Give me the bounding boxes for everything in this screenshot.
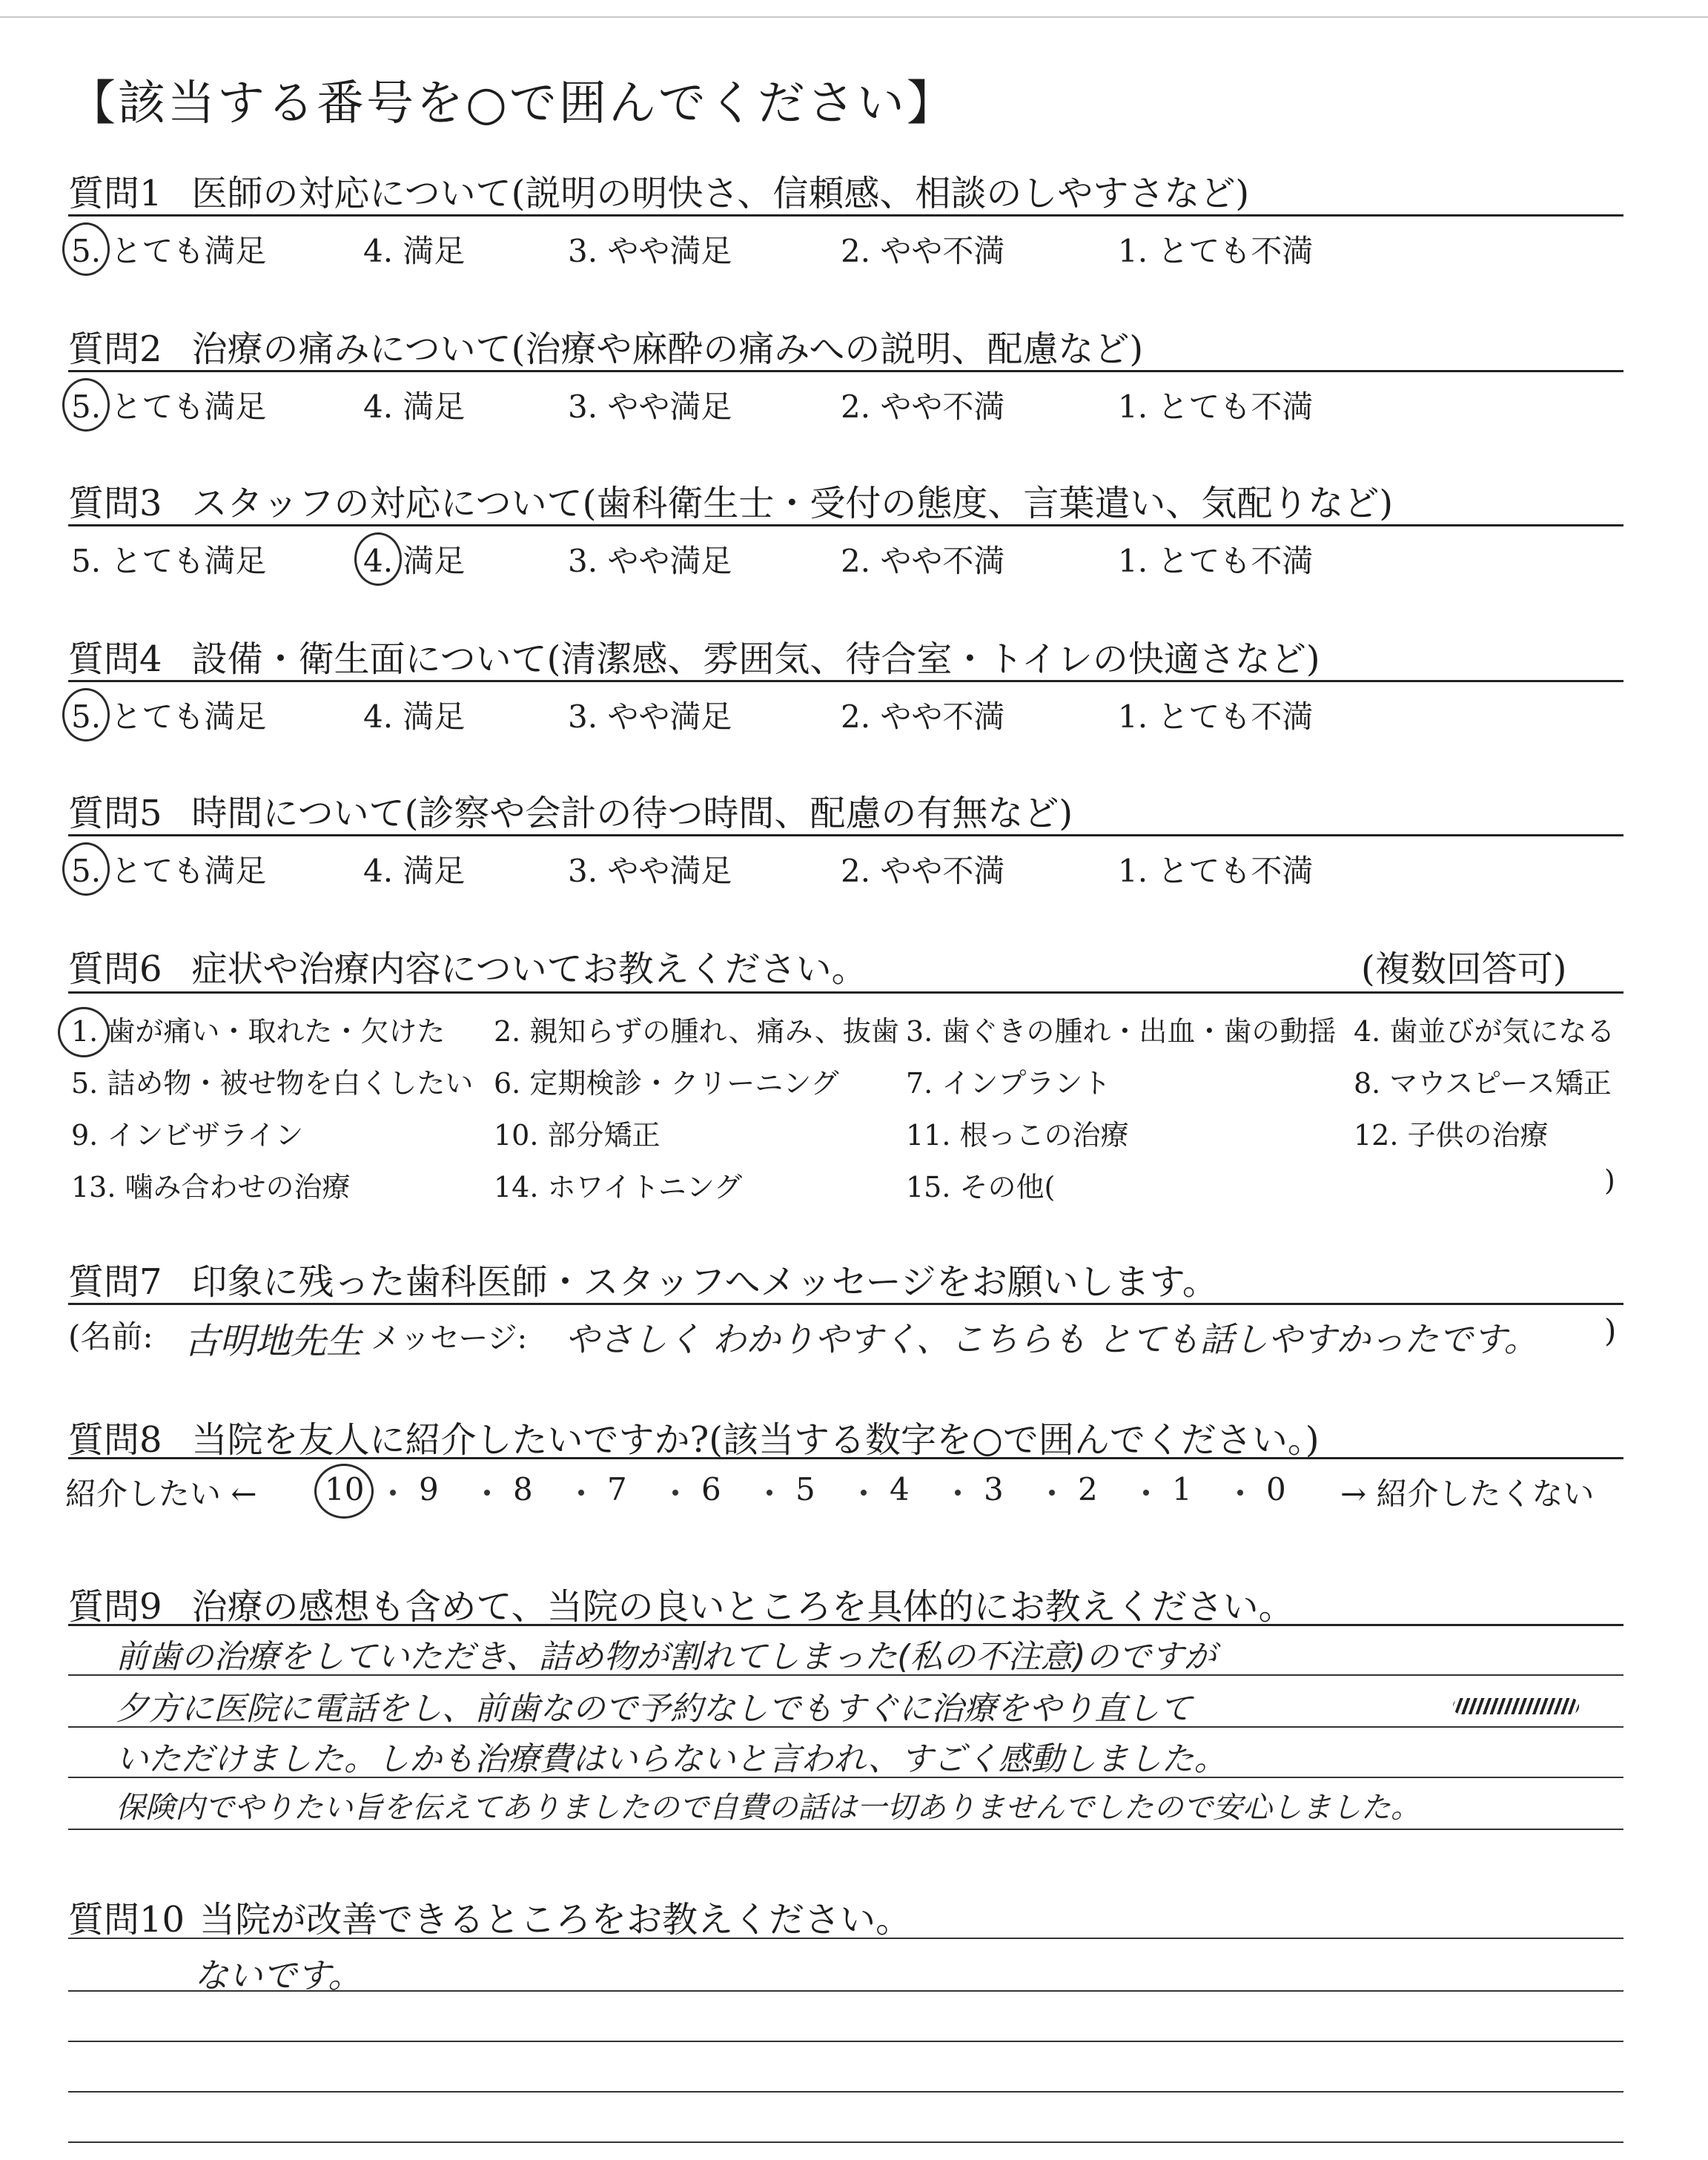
q4-rule — [68, 680, 1623, 682]
q9-answer-line: いただけました。しかも治療費はいらないと言われ、すごく感動しました。 — [116, 1740, 1227, 1778]
q4-label: 質問4 — [68, 638, 162, 680]
q5-header — [68, 785, 1073, 836]
q6-other-close-paren: ) — [1604, 1164, 1615, 1197]
q9-line — [68, 1674, 1623, 1676]
q8-number[interactable]: 6 — [701, 1471, 721, 1507]
q4-option[interactable]: 4. 満足 — [363, 698, 466, 735]
q3-text: スタッフの対応について(歯科衛生士・受付の態度、言葉遣い、気配りなど) — [191, 483, 1394, 524]
q6-header — [68, 940, 867, 991]
q8-separator-dot — [390, 1490, 396, 1496]
q10-line — [68, 2091, 1623, 2093]
q7-message-prefix: メッセージ: — [371, 1321, 528, 1355]
q2-text: 治療の痛みについて(治療や麻酔の痛みへの説明、配慮など) — [191, 328, 1144, 370]
q5-option[interactable]: 3. やや満足 — [568, 853, 732, 889]
q8-left-label: 紹介したい ← — [65, 1476, 257, 1512]
q3-option[interactable]: 2. やや不満 — [841, 543, 1005, 579]
q8-right-label: → 紹介したくない — [1340, 1476, 1595, 1512]
q1-selected-circle — [62, 222, 110, 276]
q2-option[interactable]: 1. とても不満 — [1118, 389, 1314, 425]
q3-option[interactable]: 4. 満足 — [363, 543, 466, 579]
q1-rule — [68, 214, 1623, 217]
q2-header — [68, 320, 1143, 371]
q6-option[interactable]: 6. 定期検診・クリーニング — [494, 1067, 839, 1100]
page-title: 【該当する番号を○で囲んでください】 — [68, 76, 956, 131]
q7-header — [68, 1253, 1218, 1304]
q8-number[interactable]: 1 — [1172, 1471, 1192, 1507]
q1-label: 質問1 — [68, 173, 162, 214]
q10-answer: ないです。 — [194, 1955, 363, 1995]
q9-line — [68, 1777, 1623, 1778]
q6-option[interactable]: 7. インプラント — [906, 1067, 1111, 1100]
q2-option[interactable]: 2. やや不満 — [841, 389, 1005, 425]
q5-option[interactable]: 5. とても満足 — [71, 853, 267, 889]
q7-name-prefix: (名前: — [68, 1318, 153, 1355]
q4-selected-circle — [62, 688, 110, 742]
q3-option[interactable]: 1. とても不満 — [1118, 543, 1314, 579]
q8-separator-dot — [1143, 1490, 1149, 1496]
q7-text: 印象に残った歯科医師・スタッフへメッセージをお願いします。 — [191, 1261, 1218, 1303]
q9-header — [68, 1578, 1294, 1629]
q8-separator-dot — [767, 1490, 772, 1496]
q6-option[interactable]: 14. ホワイトニング — [494, 1171, 743, 1203]
q4-option[interactable]: 2. やや不満 — [841, 698, 1005, 735]
q10-rule — [68, 1938, 1623, 1939]
q8-number[interactable]: 0 — [1266, 1471, 1286, 1507]
q9-text: 治療の感想も含めて、当院の良いところを具体的にお教えください。 — [191, 1586, 1294, 1628]
q8-separator-dot — [672, 1490, 678, 1496]
q1-option[interactable]: 3. やや満足 — [568, 233, 732, 269]
q6-option[interactable]: 9. インビザライン — [71, 1119, 304, 1152]
q6-note: (複数回答可) — [1361, 948, 1567, 990]
q2-label: 質問2 — [68, 328, 162, 370]
q4-option[interactable]: 3. やや満足 — [568, 698, 732, 735]
q6-text: 症状や治療内容についてお教えください。 — [191, 948, 867, 990]
q8-text: 当院を友人に紹介したいですか?(該当する数字を○で囲んでください。) — [191, 1419, 1320, 1461]
q5-text: 時間について(診察や会計の待つ時間、配慮の有無など) — [191, 793, 1073, 834]
q6-option[interactable]: 12. 子供の治療 — [1354, 1119, 1549, 1152]
q8-separator-dot — [484, 1490, 490, 1496]
q5-option[interactable]: 4. 満足 — [363, 853, 466, 889]
q8-separator-dot — [955, 1490, 961, 1496]
q6-option[interactable]: 4. 歯並びが気になる — [1354, 1015, 1615, 1048]
q2-option[interactable]: 3. やや満足 — [568, 389, 732, 425]
q8-selected-circle — [314, 1464, 374, 1519]
q7-name-value: 古明地先生 — [184, 1321, 363, 1362]
q3-option[interactable]: 5. とても満足 — [71, 543, 267, 579]
q2-option[interactable]: 5. とても満足 — [71, 389, 267, 425]
q8-separator-dot — [578, 1490, 584, 1496]
q6-option[interactable]: 11. 根っこの治療 — [906, 1119, 1129, 1152]
q5-option[interactable]: 1. とても不満 — [1118, 853, 1314, 889]
q10-text: 当院が改善できるところをお教えください。 — [199, 1899, 912, 1941]
q2-rule — [68, 370, 1623, 372]
q8-header — [68, 1411, 1320, 1462]
q8-rule — [68, 1457, 1623, 1459]
q8-number[interactable]: 4 — [890, 1471, 910, 1507]
q8-separator-dot — [1237, 1490, 1243, 1496]
q10-label: 質問10 — [68, 1899, 185, 1941]
q9-answer-line: 保険内でやりたい旨を伝えてありましたので自費の話は一切ありませんでしたので安心しました。 — [116, 1791, 1420, 1825]
q7-message-value: やさしく わかりやすく、こちらも とても話しやすかったです。 — [565, 1319, 1538, 1359]
q8-number[interactable]: 9 — [419, 1471, 439, 1507]
q1-header — [68, 165, 1249, 216]
q2-selected-circle — [62, 378, 110, 432]
q3-option[interactable]: 3. やや満足 — [568, 543, 732, 579]
q8-number[interactable]: 10 — [325, 1471, 365, 1507]
q6-option[interactable]: 3. 歯ぐきの腫れ・出血・歯の動揺 — [906, 1015, 1337, 1048]
q6-rule — [68, 991, 1623, 994]
q4-option[interactable]: 1. とても不満 — [1118, 698, 1314, 735]
q8-label: 質問8 — [68, 1419, 162, 1461]
q6-label: 質問6 — [68, 948, 162, 990]
q5-option[interactable]: 2. やや不満 — [841, 853, 1005, 889]
q7-close-paren: ) — [1604, 1312, 1617, 1349]
q9-rule — [68, 1624, 1623, 1626]
q1-option[interactable]: 4. 満足 — [363, 233, 466, 269]
q4-text: 設備・衛生面について(清潔感、雰囲気、待合室・トイレの快適さなど) — [191, 638, 1320, 680]
q1-text: 医師の対応について(説明の明快さ、信頼感、相談のしやすさなど) — [191, 173, 1250, 214]
q4-option[interactable]: 5. とても満足 — [71, 698, 267, 735]
q9-scribble-mark — [1453, 1698, 1579, 1714]
q8-number[interactable]: 5 — [795, 1471, 815, 1507]
q3-label: 質問3 — [68, 483, 162, 524]
q9-line — [68, 1726, 1623, 1728]
q9-answer-line: 夕方に医院に電話をし、前歯なので予約なしでもすぐに治療をやり直して — [116, 1690, 1192, 1728]
q6-option[interactable]: 10. 部分矯正 — [494, 1119, 661, 1152]
q6-option[interactable]: 15. その他( — [906, 1171, 1056, 1203]
page-top-edge — [0, 16, 1708, 18]
q6-option[interactable]: 1. 歯が痛い・取れた・欠けた — [71, 1015, 446, 1048]
q6-option[interactable]: 5. 詰め物・被せ物を白くしたい — [71, 1067, 474, 1100]
q7-rule — [68, 1303, 1623, 1305]
q10-line — [68, 2141, 1623, 2143]
q3-header — [68, 475, 1393, 526]
q6-option[interactable]: 2. 親知らずの腫れ、痛み、抜歯 — [494, 1015, 899, 1048]
q6-selected-circle — [58, 1007, 110, 1057]
q8-separator-dot — [1049, 1490, 1055, 1496]
q2-option[interactable]: 4. 満足 — [363, 389, 466, 425]
q10-line — [68, 2041, 1623, 2042]
q1-option[interactable]: 1. とても不満 — [1118, 233, 1314, 269]
q3-rule — [68, 524, 1623, 526]
q8-number[interactable]: 2 — [1078, 1471, 1098, 1507]
q9-label: 質問9 — [68, 1586, 162, 1628]
q6-option[interactable]: 13. 噛み合わせの治療 — [71, 1171, 351, 1203]
q1-option[interactable]: 5. とても満足 — [71, 233, 267, 269]
q4-header — [68, 630, 1320, 681]
q5-rule — [68, 834, 1623, 836]
q5-selected-circle — [62, 842, 110, 896]
q7-label: 質問7 — [68, 1261, 162, 1303]
q3-selected-circle — [354, 532, 402, 586]
q1-option[interactable]: 2. やや不満 — [841, 233, 1005, 269]
q10-header — [68, 1891, 911, 1942]
q8-separator-dot — [861, 1490, 867, 1496]
q8-number[interactable]: 7 — [607, 1471, 627, 1507]
q8-number[interactable]: 3 — [984, 1471, 1004, 1507]
q8-number[interactable]: 8 — [513, 1471, 533, 1507]
q6-option[interactable]: 8. マウスピース矯正 — [1354, 1067, 1612, 1100]
q10-line — [68, 1990, 1623, 1992]
q9-line — [68, 1829, 1623, 1830]
q9-answer-line: 前歯の治療をしていただき、詰め物が割れてしまった(私の不注意)のですが — [116, 1638, 1217, 1676]
q5-label: 質問5 — [68, 793, 162, 834]
